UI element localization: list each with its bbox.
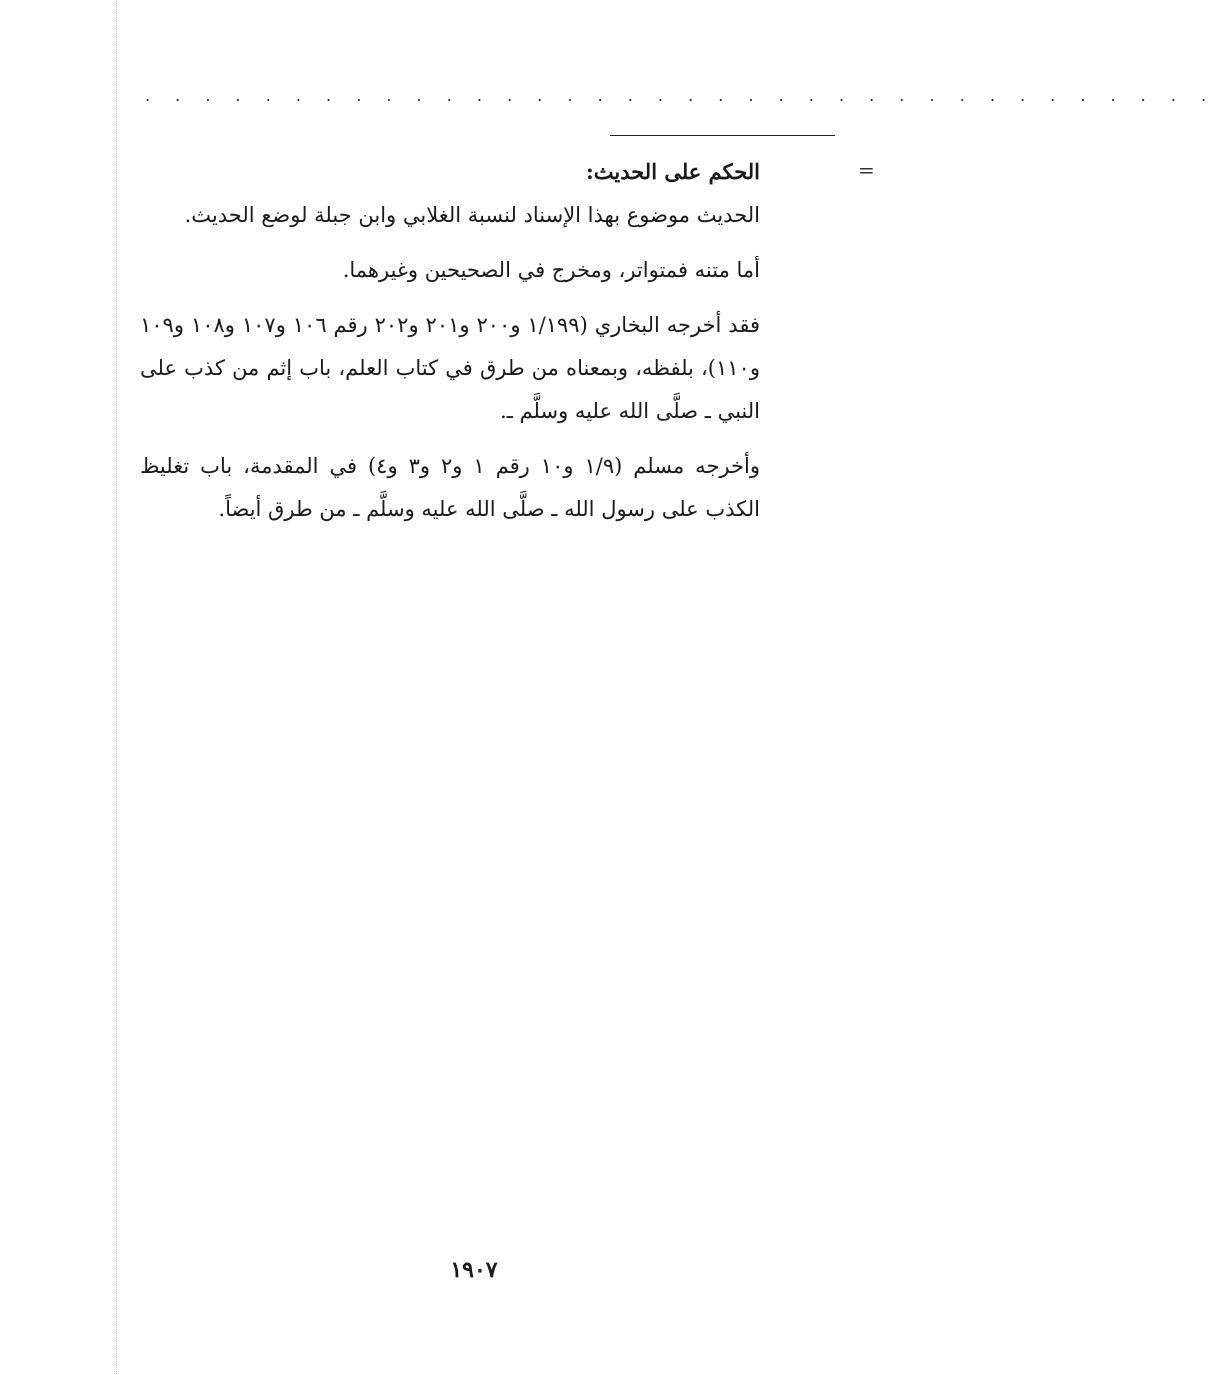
horizontal-rule xyxy=(610,135,835,136)
scan-edge-line xyxy=(116,0,117,1374)
paragraph-bukhari: فقد أخرجه البخاري (١/١٩٩ و٢٠٠ و٢٠١ و٢٠٢ رقم ١٠٦ و١٠٧ و١٠٨ و١٠٩ و١١٠)، بلفظه، وبمعناه من طرق في كتاب العلم، باب إثم من كذب على النبي ـ صلَّى الله عليه وسلَّم ـ. xyxy=(140,313,760,423)
page-number: ١٩٠٧ xyxy=(450,1257,498,1283)
paragraph-muslim: وأخرجه مسلم (١/٩ و١٠ رقم ١ و٢ و٣ و٤) في المقدمة، باب تغليظ الكذب على رسول الله ـ صلَّى الله عليه وسلَّم ـ من طرق أيضاً. xyxy=(140,454,760,521)
paragraph-matn: أما متنه فمتواتر، ومخرج في الصحيحين وغيرهما. xyxy=(342,258,760,282)
dotted-separator: . . . . . . . . . . . . . . . . . . . . . . . . . . . . . . . . . . . . xyxy=(145,86,1216,105)
main-text xyxy=(140,150,760,543)
paragraph-ruling: الحديث موضوع بهذا الإسناد لنسبة الغلابي وابن جبلة لوضع الحديث. xyxy=(184,203,760,227)
margin-mark: = xyxy=(858,158,875,182)
section-heading: الحكم على الحديث: xyxy=(586,159,760,184)
